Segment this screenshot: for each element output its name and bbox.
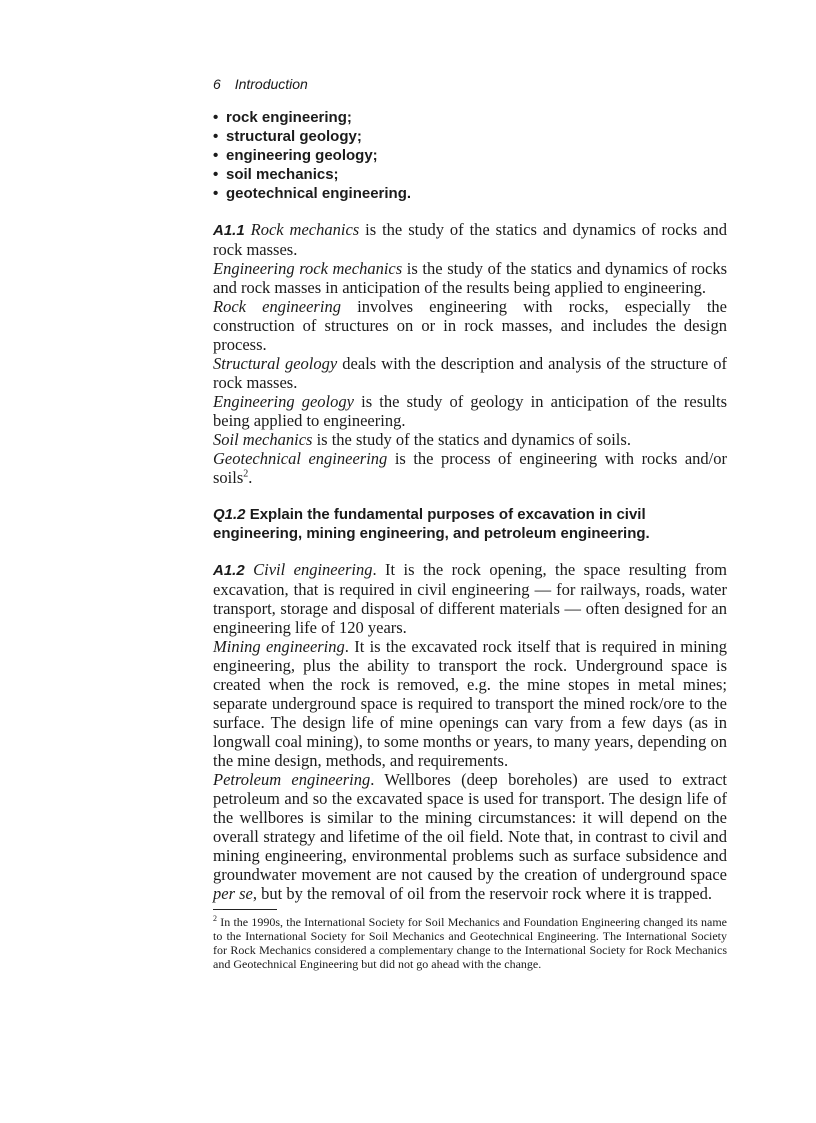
question-q1-2 bbox=[213, 505, 727, 543]
list-item: • soil mechanics; bbox=[213, 166, 339, 183]
definition-paragraph: Geotechnical engineering is the process of engineering with rocks and/or soils$^2$. bbox=[213, 449, 727, 487]
answer-a1-2 bbox=[213, 560, 727, 903]
definition-paragraph: Rock engineering involves engineering with rocks, especially the construction of structures on or in rock masses, and includes the design process. bbox=[213, 297, 727, 354]
footnote-ref[interactable]: 2 bbox=[243, 468, 249, 480]
definition-paragraph: A1.1 Rock mechanics is the study of the statics and dynamics of rocks and rock masses. bbox=[213, 220, 727, 259]
section-title: Introduction bbox=[234, 76, 308, 92]
question-text: Explain the fundamental purposes of excavation in civil engineering, mining engineering, and petroleum engineering. bbox=[213, 506, 650, 542]
list-item: • geotechnical engineering. bbox=[213, 185, 412, 202]
list-item: • engineering geology; bbox=[213, 147, 378, 164]
bullet-icon: • bbox=[213, 128, 219, 145]
answer-a1-1 bbox=[213, 220, 727, 487]
civil-paragraph: A1.2 Civil engineering. It is the rock opening, the space resulting from excavation, that is required in civil engineering — for railways, roads, water transport, storage and disposal of different materials — often designed for an engineering life of 120 years. bbox=[213, 560, 727, 637]
definition-paragraph: Structural geology deals with the description and analysis of the structure of rock masses. bbox=[213, 354, 727, 392]
list-item: • rock engineering; bbox=[213, 109, 352, 126]
definition-paragraph: Engineering geology is the study of geology in anticipation of the results being applied to engineering. bbox=[213, 392, 728, 430]
page-number: 6 bbox=[213, 76, 221, 92]
answer-label: A1.2 bbox=[213, 562, 245, 579]
answer-label: A1.1 bbox=[213, 222, 245, 239]
question-label: Q1.2 bbox=[213, 506, 246, 523]
running-header bbox=[213, 76, 727, 92]
footnote: $^2$ In the 1990s, the International Society for Soil Mechanics and Foundation Engineering changed its name to the International Society for Soil Mechanics and Geotechnical Engineering. The International Society for Rock Mechanics considered a complementary change to the International Society for Rock Mechanics and Geotechnical Engineering but did not go ahead with the change. bbox=[213, 914, 728, 971]
footnote-divider bbox=[213, 909, 277, 910]
list-item: • structural geology; bbox=[213, 128, 362, 145]
definition-paragraph: Engineering rock mechanics is the study of the statics and dynamics of rocks and rock masses in anticipation of the results being applied to engineering. bbox=[213, 259, 728, 297]
mining-paragraph: Mining engineering. It is the excavated rock itself that is required in mining engineering, plus the ability to transport the rock. Underground space is created when the rock is removed, e.g. the mine stopes in metal mines; separate underground space is required to transport the mined rock/ore to the surface. The design life of mine openings can vary from a few days (as in longwall coal mining), to some months or years, to many years, depending on the mine design, methods, and requirements. bbox=[213, 637, 727, 770]
bullet-icon: • bbox=[213, 185, 219, 202]
bullet-icon: • bbox=[213, 109, 219, 126]
bullet-icon: • bbox=[213, 166, 219, 183]
petroleum-paragraph: Petroleum engineering. Wellbores (deep boreholes) are used to extract petroleum and so the excavated space is used for transport. The design life of the wellbores is similar to the mining circumstances: it will depend on the overall strategy and lifetime of the oil field. Note that, in contrast to civil and mining engineering, environmental problems such as surface subsidence and groundwater movement are not caused by the creation of underground space per se, but by the removal of oil from the reservoir rock where it is trapped. bbox=[213, 770, 727, 903]
definition-paragraph: Soil mechanics is the study of the statics and dynamics of soils. bbox=[213, 430, 631, 449]
footnote-marker: 2 bbox=[213, 914, 217, 923]
bullet-icon: • bbox=[213, 147, 219, 164]
page bbox=[213, 76, 727, 971]
topic-list bbox=[213, 108, 727, 203]
